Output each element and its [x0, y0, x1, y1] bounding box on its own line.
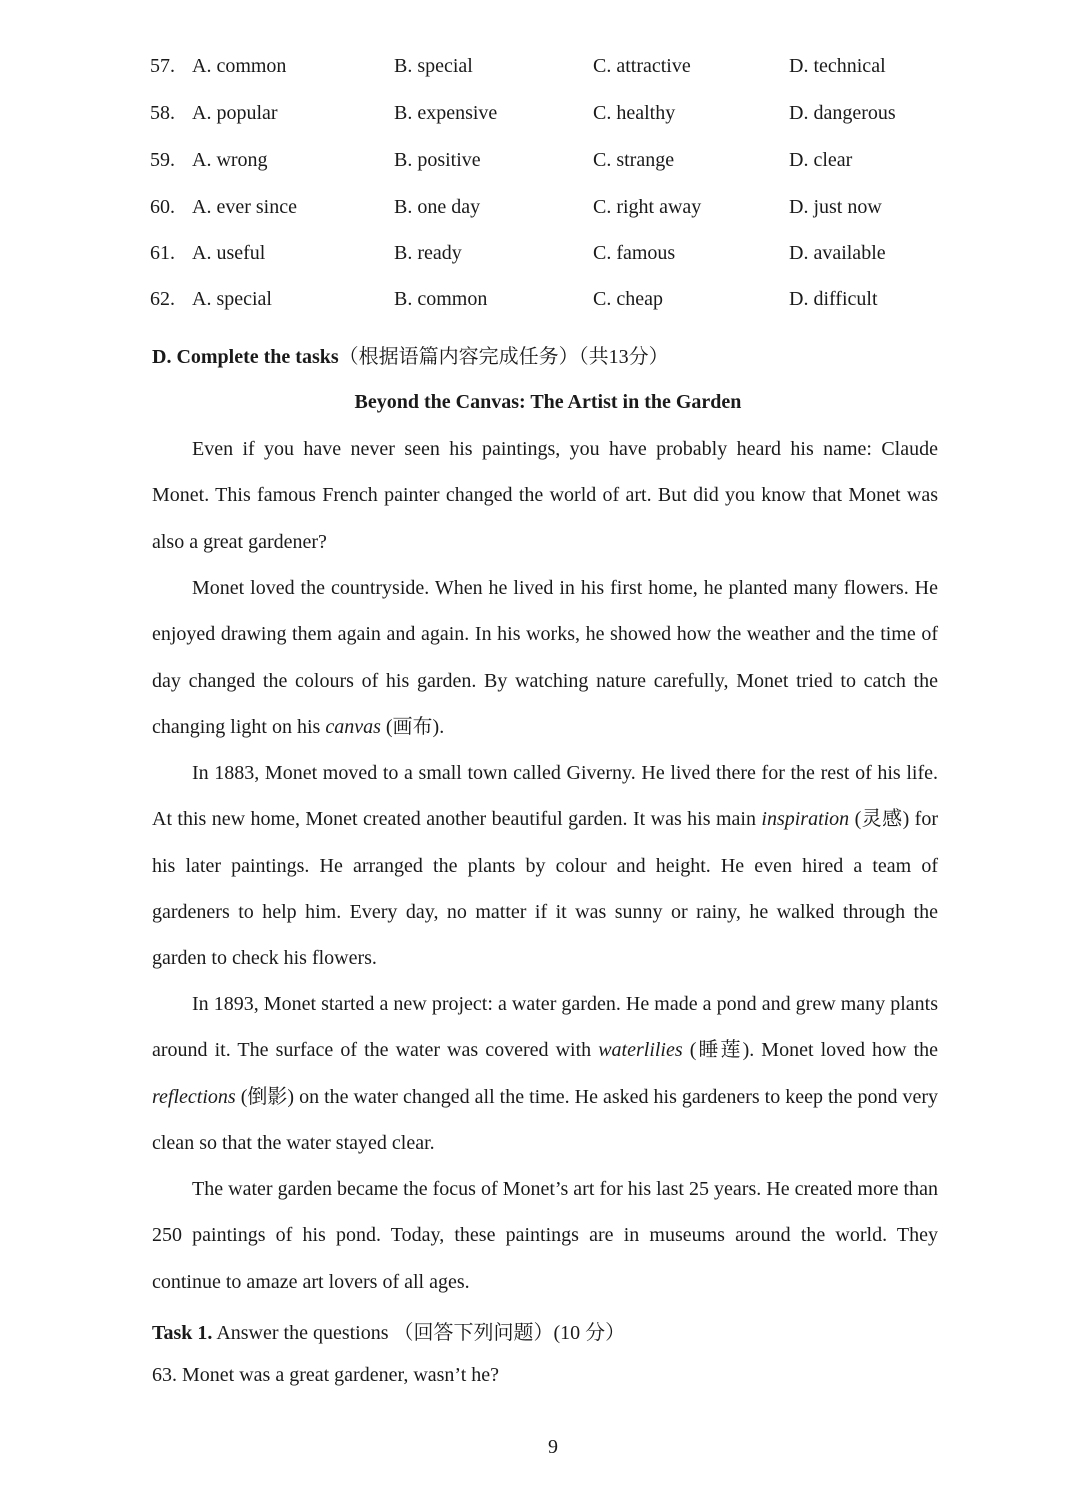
- paragraph-2: Monet loved the countryside. When he lived in his first home, he planted many flowers. He enjoyed drawing them again and again. In his works, he showed how the weather and the time of day changed the colours of his garden. By watching nature carefully, Monet tried to catch the changing light on his canvas (画布).: [152, 577, 938, 738]
- choice-b: B. positive: [394, 149, 481, 171]
- choice-c: C. strange: [593, 149, 675, 171]
- paragraph-1: Even if you have never seen his paintings, you have probably heard his name: Claude Monet. This famous French painter changed the world of art. But did you know that Monet was also a great gardener?: [152, 438, 938, 553]
- question-63: 63. Monet was a great gardener, wasn’t he?: [152, 1364, 500, 1386]
- choice-a: A. special: [192, 288, 272, 310]
- task-label: Task 1.: [152, 1322, 213, 1344]
- choice-b: B. common: [394, 288, 488, 310]
- task-1-heading: [152, 1316, 625, 1345]
- option-row-62: [150, 288, 950, 318]
- glossed-word: waterlilies: [598, 1039, 683, 1062]
- passage-title: Beyond the Canvas: The Artist in the Garden: [354, 391, 742, 413]
- choice-a: A. wrong: [192, 149, 268, 171]
- choice-a: A. common: [192, 55, 287, 77]
- option-row-59: [150, 149, 950, 179]
- glossed-word: reflections: [152, 1085, 236, 1108]
- choice-a: A. ever since: [192, 196, 297, 218]
- choice-d: D. difficult: [789, 288, 878, 310]
- question-number: 60.: [150, 196, 175, 218]
- choice-b: B. one day: [394, 196, 481, 218]
- choice-b: B. expensive: [394, 102, 498, 124]
- choice-c: C. cheap: [593, 288, 663, 310]
- paragraph-3: In 1883, Monet moved to a small town called Giverny. He lived there for the rest of his life. At this new home, Monet created another beautiful garden. It was his main inspiration (灵感) for his later paintings. He arranged the plants by colour and height. He even hired a team of gardeners to help him. Every day, no matter if it was sunny or rainy, he walked through the garden to check his flowers.: [152, 762, 939, 970]
- option-row-60: [150, 196, 950, 226]
- choice-d: D. dangerous: [789, 102, 896, 124]
- paragraph-4: In 1893, Monet started a new project: a water garden. He made a pond and grew many plants around it. The surface of the water was covered with waterlilies (睡莲). Monet loved how the reflections (倒影) on the water changed all the time. He asked his gardeners to keep the pond very clean so that the water stayed clear.: [152, 993, 938, 1154]
- glossed-word: inspiration: [761, 808, 850, 831]
- glossed-word: canvas: [325, 715, 381, 738]
- choice-a: A. useful: [192, 242, 266, 264]
- choice-b: B. ready: [394, 242, 462, 264]
- choice-a: A. popular: [192, 102, 278, 124]
- page-number: 9: [548, 1436, 558, 1458]
- choice-c: C. famous: [593, 242, 676, 264]
- section-label: D. Complete the tasks: [152, 346, 339, 368]
- question-number: 61.: [150, 242, 175, 264]
- choice-c: C. right away: [593, 196, 702, 218]
- choice-c: C. healthy: [593, 102, 676, 124]
- question-number: 57.: [150, 55, 175, 77]
- choice-d: D. available: [789, 242, 886, 264]
- section-heading: [152, 340, 669, 369]
- question-number: 58.: [150, 102, 175, 124]
- paragraph-5: The water garden became the focus of Monet’s art for his last 25 years. He created more than 250 paintings of his pond. Today, these paintings are in museums around the world. They continue to amaze art lovers of all ages.: [152, 1178, 938, 1293]
- choice-d: D. clear: [789, 149, 853, 171]
- option-row-58: [150, 102, 950, 132]
- question-number: 62.: [150, 288, 175, 310]
- option-row-61: [150, 242, 950, 272]
- choice-c: C. attractive: [593, 55, 691, 77]
- choice-b: B. special: [394, 55, 473, 77]
- option-row-57: [150, 55, 950, 85]
- choice-d: D. just now: [789, 196, 882, 218]
- choice-d: D. technical: [789, 55, 886, 77]
- question-number: 59.: [150, 149, 175, 171]
- section-instructions: （根据语篇内容完成任务）（共13分）: [338, 346, 669, 368]
- task-instructions: Answer the questions （回答下列问题）(10 分）: [212, 1322, 626, 1344]
